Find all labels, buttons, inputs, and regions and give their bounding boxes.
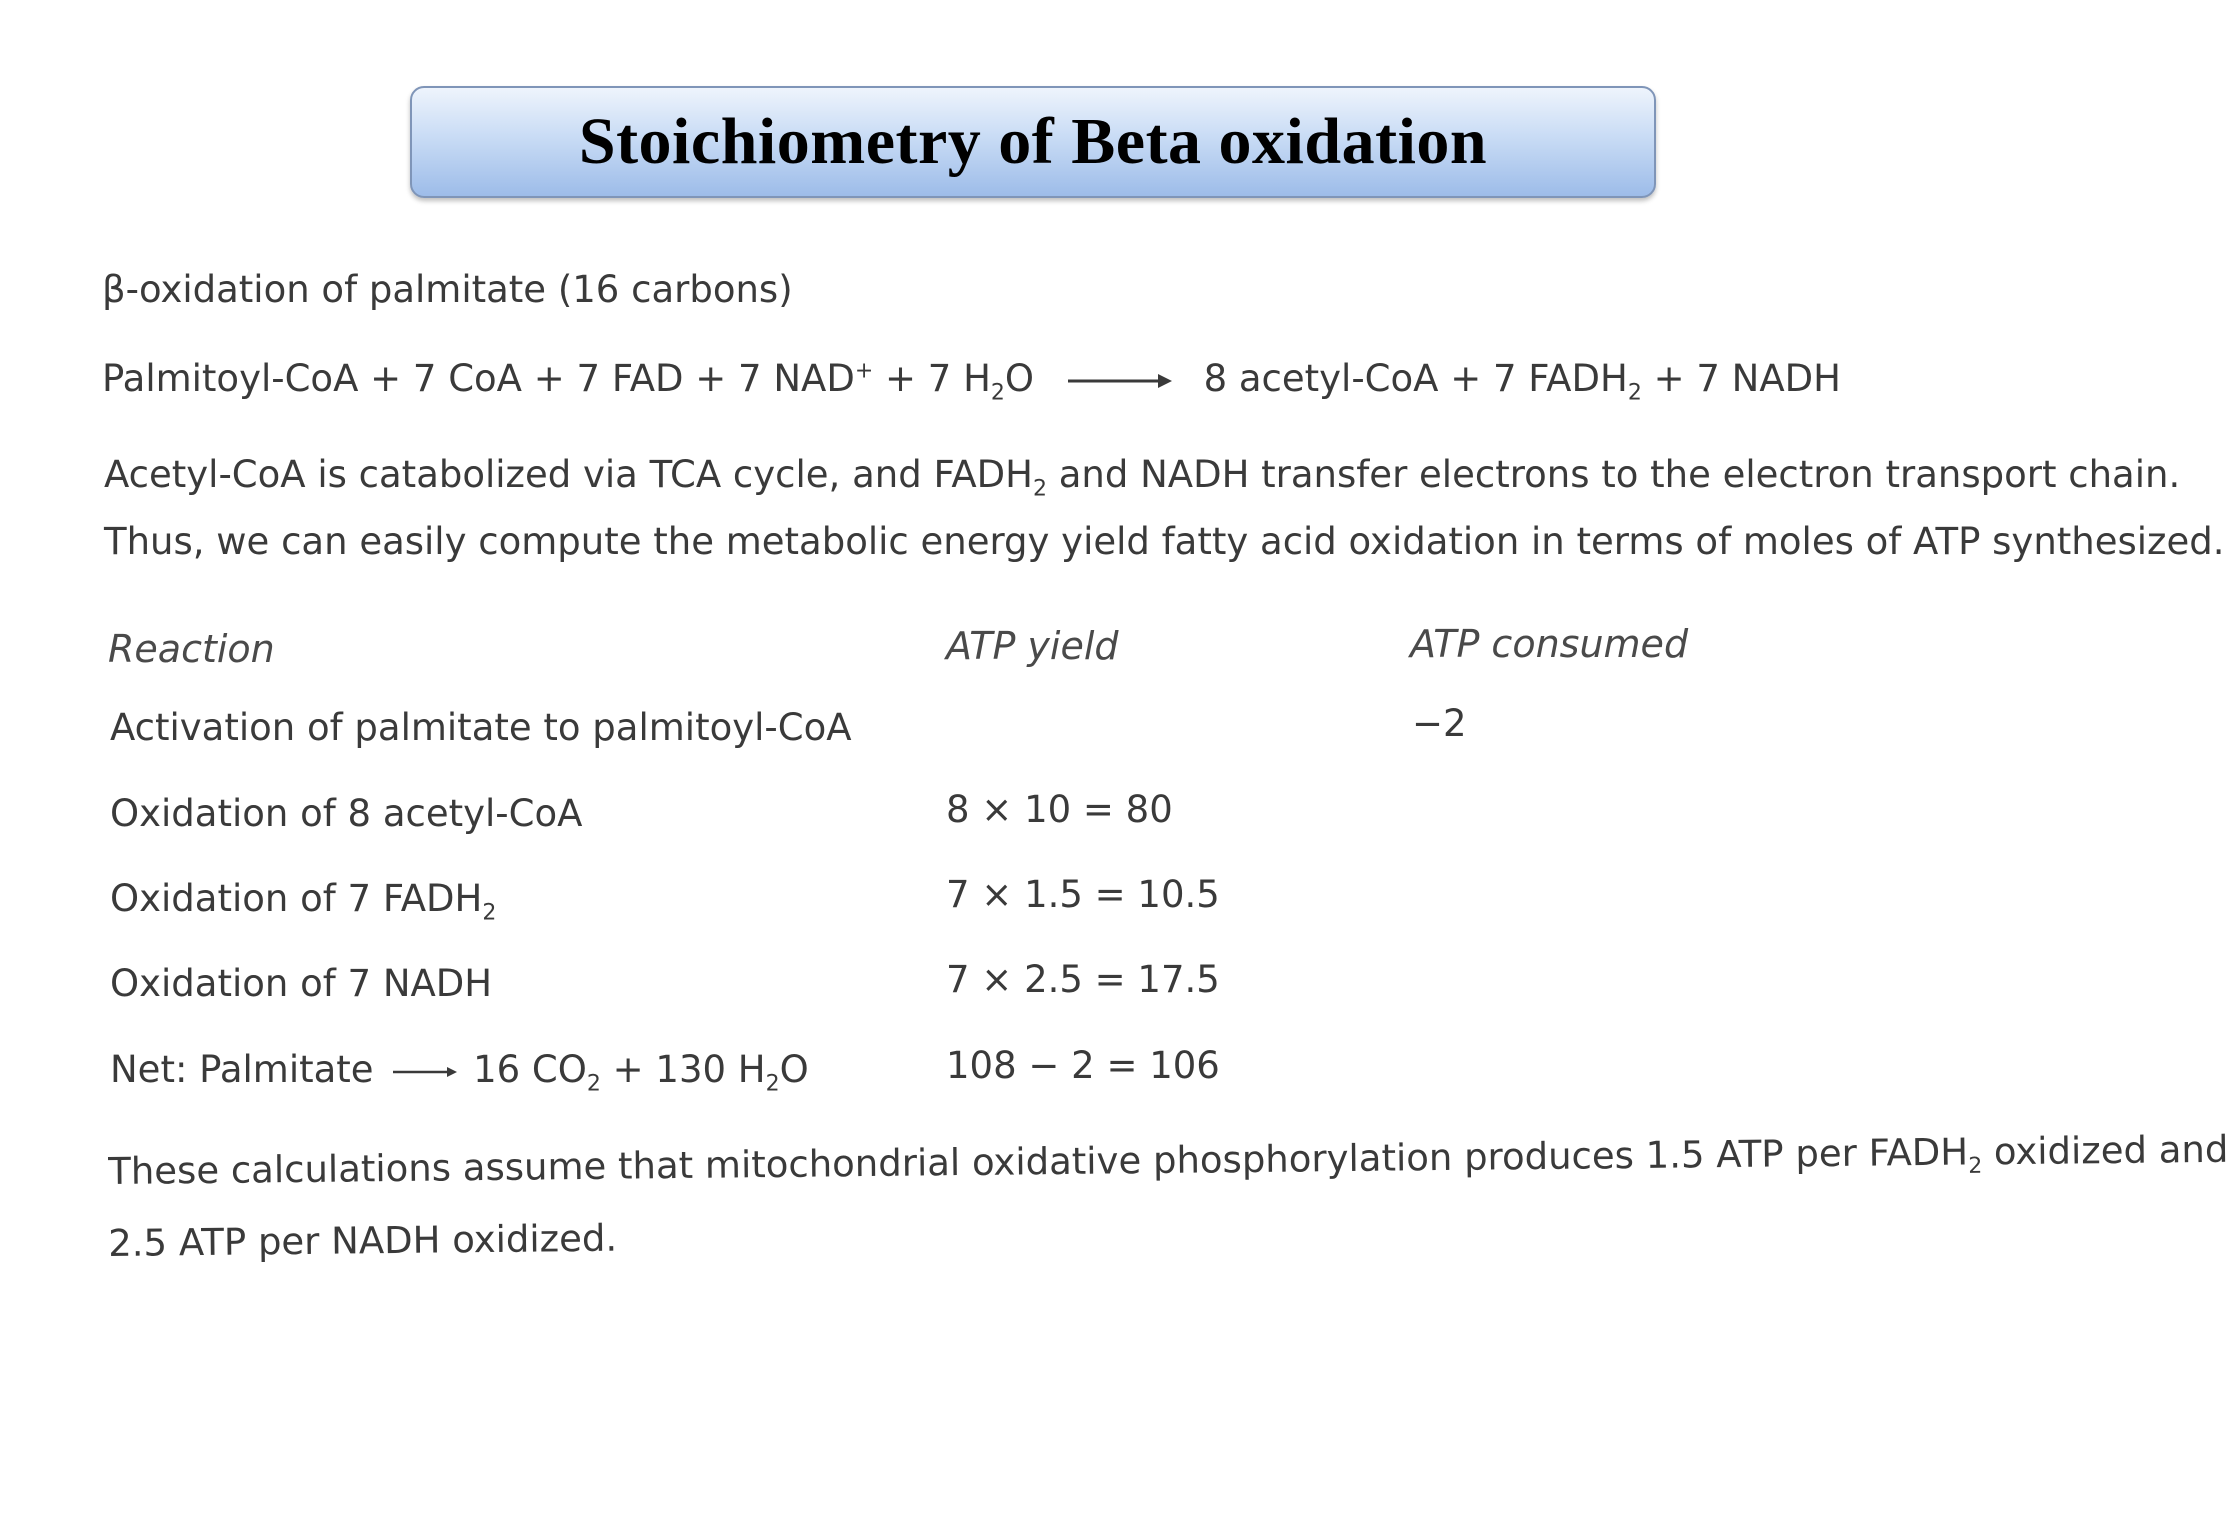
- net-reaction-sub1: 2: [586, 1071, 601, 1097]
- header-reaction: Reaction: [108, 627, 275, 671]
- table-row-atp-consumed: −2: [1412, 702, 1467, 745]
- footer-line-1: [108, 1128, 2229, 1193]
- slide-title-box: [410, 86, 1656, 198]
- table-row-reaction: [110, 877, 497, 926]
- equation-lhs-1: Palmitoyl-CoA + 7 CoA + 7 FAD + 7 NAD: [102, 357, 855, 400]
- footer-line-1-sub: 2: [1968, 1153, 1983, 1179]
- net-reaction-a: Net: Palmitate: [110, 1048, 374, 1091]
- equation-lhs-sup: +: [854, 358, 874, 384]
- net-arrow-icon: [391, 1064, 459, 1080]
- paragraph-line-2: [104, 520, 2225, 563]
- net-reaction-b: 16 CO: [461, 1048, 587, 1091]
- paragraph-line-1-sub: 2: [1032, 476, 1047, 502]
- net-reaction-d: O: [779, 1048, 809, 1091]
- equation-rhs-1: 8 acetyl-CoA + 7 FADH: [1203, 357, 1628, 400]
- table-row-atp-yield: 7 × 2.5 = 17.5: [946, 958, 1220, 1001]
- equation-rhs-sub: 2: [1627, 380, 1642, 406]
- row-3-reaction-text: Oxidation of 7 FADH: [110, 877, 483, 920]
- paragraph-line-1b: and NADH transfer electrons to the electron transport chain.: [1046, 453, 2181, 496]
- table-row-reaction: Oxidation of 7 NADH: [110, 962, 493, 1005]
- equation-lhs-2: + 7 H: [873, 357, 991, 400]
- reaction-equation: [102, 357, 1841, 406]
- header-atp-yield: ATP yield: [946, 624, 1119, 668]
- header-atp-consumed: ATP consumed: [1410, 622, 1689, 666]
- slide-title: Stoichiometry of Beta oxidation: [578, 105, 1488, 178]
- paragraph-line-1a: Acetyl-CoA is catabolized via TCA cycle, and FADH: [104, 453, 1033, 496]
- paragraph-line-2-text: Thus, we can easily compute the metabolic energy yield fatty acid oxidation in terms of moles of ATP synthesized.: [104, 520, 2225, 563]
- table-row-atp-yield: 108 − 2 = 106: [946, 1044, 1220, 1087]
- equation-lhs-3: O: [1004, 357, 1035, 400]
- net-reaction-sub2: 2: [765, 1071, 780, 1097]
- reaction-arrow-icon: [1064, 371, 1174, 391]
- equation-rhs-2: + 7 NADH: [1641, 357, 1841, 400]
- table-row-atp-yield: 8 × 10 = 80: [946, 788, 1173, 831]
- footer-line-2-text: 2.5 ATP per NADH oxidized.: [108, 1216, 618, 1265]
- table-row-reaction: Oxidation of 8 acetyl-CoA: [110, 792, 583, 835]
- footer-line-1b: oxidized and: [1981, 1127, 2229, 1174]
- footer-line-2: [108, 1217, 617, 1265]
- paragraph-line-1: [104, 453, 2181, 502]
- table-row-reaction: Activation of palmitate to palmitoyl-CoA: [110, 706, 852, 749]
- net-reaction-c: + 130 H: [600, 1048, 766, 1091]
- table-row-reaction: [110, 1048, 809, 1097]
- equation-lhs-sub: 2: [990, 380, 1005, 406]
- table-row-atp-yield: 7 × 1.5 = 10.5: [946, 873, 1220, 916]
- section-heading: [102, 268, 793, 311]
- footer-line-1a: These calculations assume that mitochondrial oxidative phosphorylation produces 1.5 ATP per FADH: [108, 1130, 1969, 1193]
- heading-text: β-oxidation of palmitate (16 carbons): [102, 268, 793, 311]
- row-3-reaction-sub: 2: [482, 900, 497, 926]
